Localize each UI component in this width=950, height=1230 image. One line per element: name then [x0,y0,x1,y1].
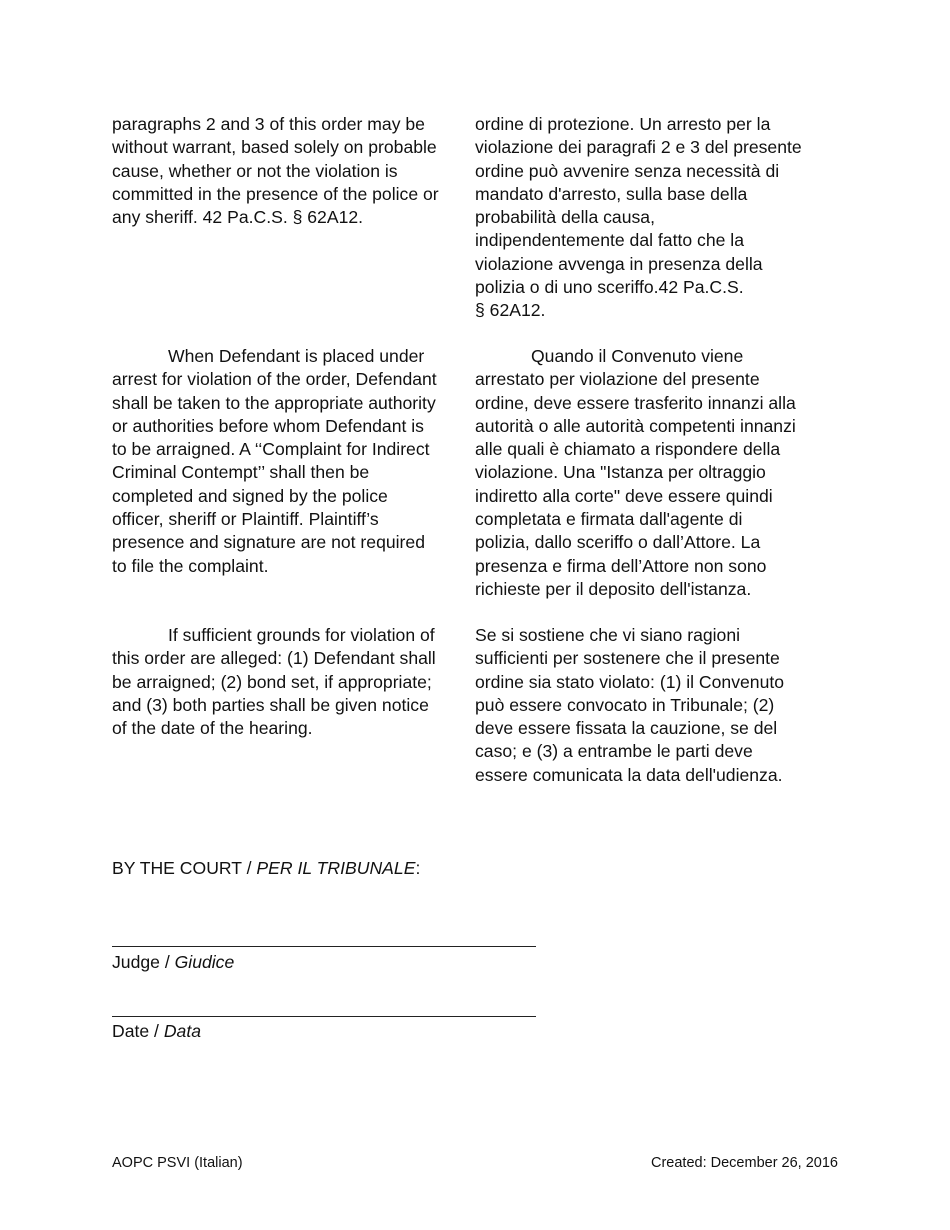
footer-created-date: Created: December 26, 2016 [651,1155,838,1171]
right-para-1-text: ordine di protezione. Un arresto per la violazione dei paragrafi 2 e 3 del presente ordine può avvenire senza necessità di mandato d'arresto, sulla base della probabilità della causa, indipendentemente dal fatto che la violazione avvenga in presenza della polizia o di uno sceriffo.42 Pa.C.S. § 62A12. [475,114,802,321]
date-label-en: Date / [112,1021,164,1041]
by-the-court-label [112,857,420,880]
judge-label-it: Giudice [174,952,235,972]
court-label-it: PER IL TRIBUNALE [256,858,416,878]
left-para-1-text: paragraphs 2 and 3 of this order may be without warrant, based solely on probable cause, whether or not the violation is committed in the presence of the police or any sheriff. 42 Pa.C.S. § 62A12. [112,114,439,228]
left-para-2-text: When Defendant is placed under arrest for violation of the order, Defendant shall be taken to the appropriate authority or authorities before whom Defendant is to be arraigned. A ‘‘Complaint for Indirect Criminal Contempt’’ shall then be completed and signed by the police officer, sheriff or Plaintiff. Plaintiff’s presence and signature are not required to file the complaint. [112,346,437,576]
left-column-para-2 [112,345,462,578]
left-column-para-3 [112,624,462,740]
right-column-para-1 [475,113,837,323]
date-label [112,1020,201,1043]
court-label-en: BY THE COURT / [112,858,257,878]
right-para-2-text: Quando il Convenuto viene arrestato per violazione del presente ordine, deve essere trasferito innanzi alla autorità o alle autorità competenti innanzi alle quali è chiamato a rispondere della violazione. Una "Istanza per oltraggio indiretto alla corte" deve essere quindi completata e firmata dall'agente di polizia, dallo sceriffo o dall’Attore. La presenza e firma dell’Attore non sono richieste per il deposito dell'istanza. [475,346,796,599]
footer-form-id: AOPC PSVI (Italian) [112,1155,243,1171]
judge-label [112,951,234,974]
date-label-it: Data [163,1021,201,1041]
judge-signature-line [112,946,536,947]
court-label-colon: : [415,858,421,878]
date-signature-line [112,1016,536,1017]
judge-label-en: Judge / [112,952,175,972]
left-column-para-1 [112,113,462,229]
right-para-3-text: Se si sostiene che vi siano ragioni sufficienti per sostenere che il presente ordine sia stato violato: (1) il Convenuto può essere convocato in Tribunale; (2) deve essere fissata la cauzione, se del caso; e (3) a entrambe le parti deve essere comunicata la data dell'udienza. [475,625,785,785]
right-column-para-3 [475,624,837,787]
right-column-para-2 [475,345,837,601]
left-para-3-text: If sufficient grounds for violation of this order are alleged: (1) Defendant shall be arraigned; (2) bond set, if appropriate; and (3) both parties shall be given notice of the date of the hearing. [112,625,436,739]
